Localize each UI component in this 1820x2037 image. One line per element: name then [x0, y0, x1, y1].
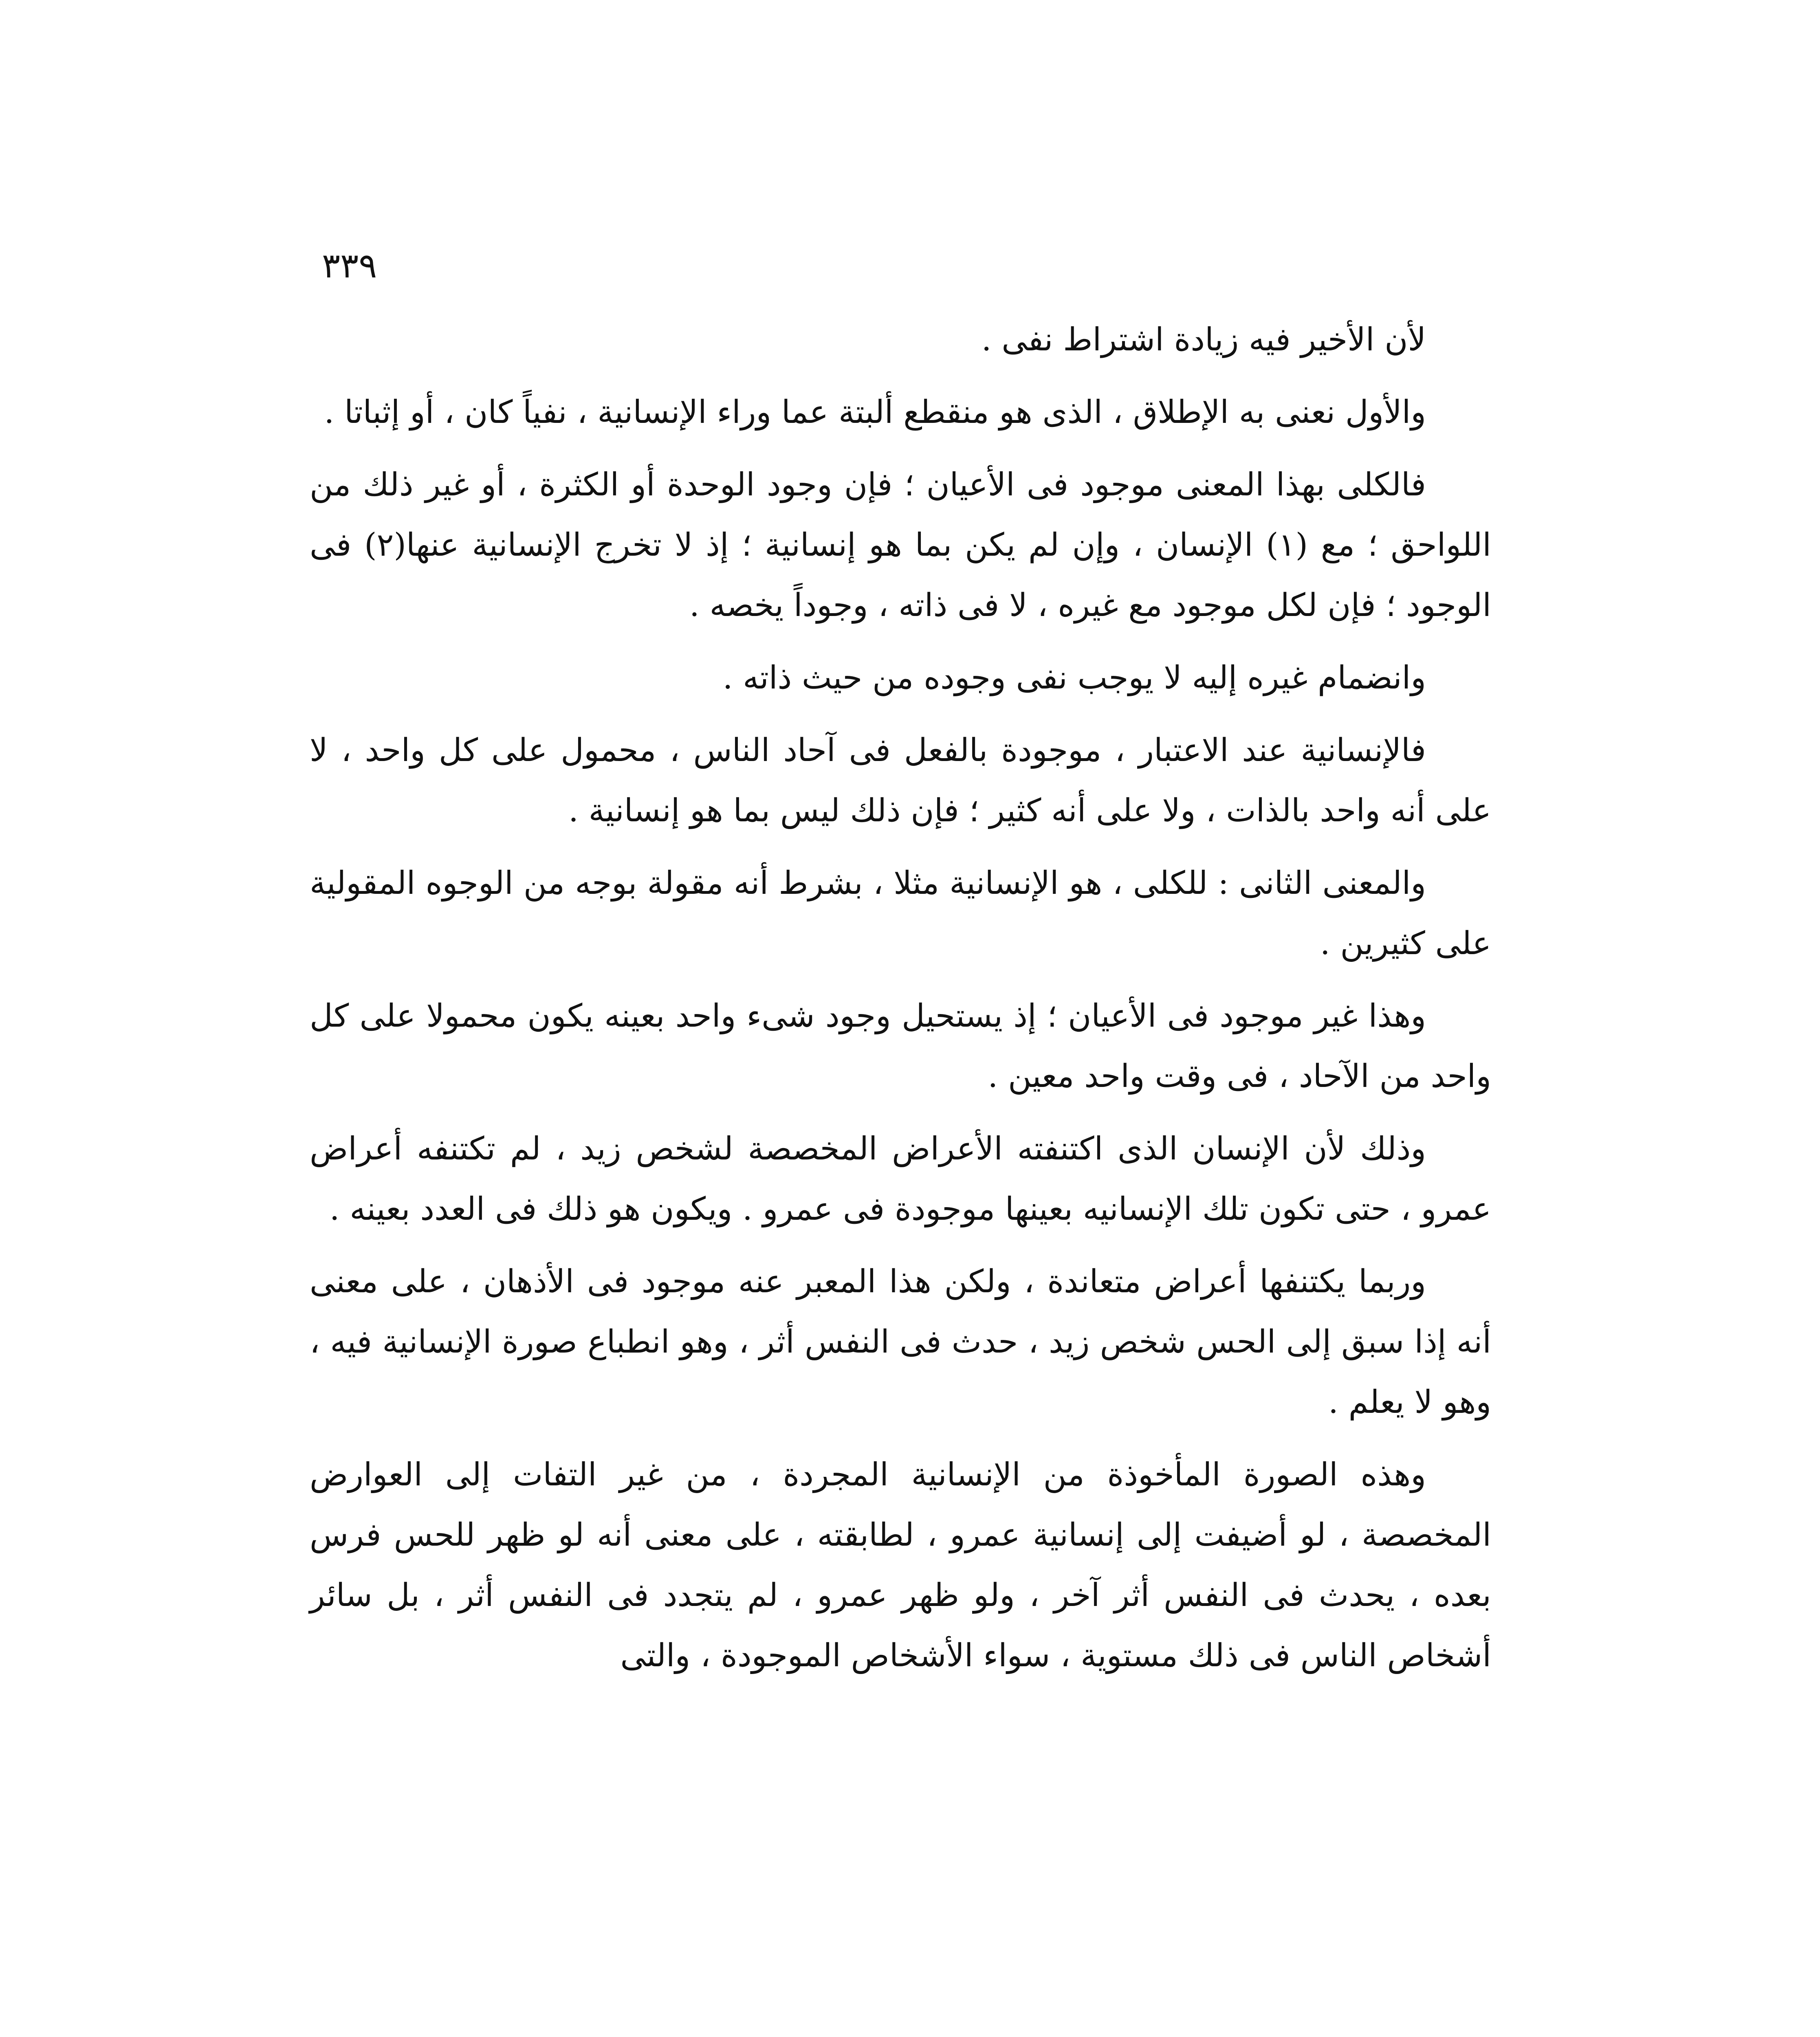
paragraph: فالكلى بهذا المعنى موجود فى الأعيان ؛ فإن وجود الوحدة أو الكثرة ، أو غير ذلك من اللواحق ؛ مع (١) الإنسان ، وإن لم يكن بما هو إنسانية ؛ إذ لا تخرج الإنسانية عنها(٢) فى الوجود ؛ فإن لكل موجود مع غيره ، لا فى ذاته ، وجوداً يخصه . [310, 466, 1491, 624]
paragraph: والمعنى الثانى : للكلى ، هو الإنسانية مثلا ، بشرط أنه مقولة بوجه من الوجوه المقولية على كثيرين . [310, 865, 1491, 962]
paragraph: وهذا غير موجود فى الأعيان ؛ إذ يستحيل وجود شىء واحد بعينه يكون محمولا على كل واحد من الآحاد ، فى وقت واحد معين . [310, 998, 1491, 1095]
main-text [310, 310, 1491, 1698]
paragraph: وهذه الصورة المأخوذة من الإنسانية المجردة ، من غير التفات إلى العوارض المخصصة ، لو أضيفت إلى إنسانية عمرو ، لطابقته ، على معنى أنه لو ظهر للحس فرس بعده ، يحدث فى النفس أثر آخر ، ولو ظهر عمرو ، لم يتجدد فى النفس أثر ، بل سائر أشخاص الناس فى ذلك مستوية ، سواء الأشخاص الموجودة ، والتى [310, 1456, 1491, 1674]
paragraph: والأول نعنى به الإطلاق ، الذى هو منقطع ألبتة عما وراء الإنسانية ، نفياً كان ، أو إثباتا . [324, 394, 1426, 431]
paragraph: وربما يكتنفها أعراض متعاندة ، ولكن هذا المعبر عنه موجود فى الأذهان ، على معنى أنه إذا سبق إلى الحس شخص زيد ، حدث فى النفس أثر ، وهو انطباع صورة الإنسانية فيه ، وهو لا يعلم . [310, 1263, 1491, 1421]
page-number: ٣٣٩ [322, 246, 377, 286]
paragraph: وذلك لأن الإنسان الذى اكتنفته الأعراض المخصصة لشخص زيد ، لم تكتنفه أعراض عمرو ، حتى تكون تلك الإنسانيه بعينها موجودة فى عمرو . ويكون هو ذلك فى العدد بعينه . [310, 1131, 1491, 1227]
paragraph: لأن الأخير فيه زيادة اشتراط نفى . [981, 321, 1426, 358]
paragraph: فالإنسانية عند الاعتبار ، موجودة بالفعل فى آحاد الناس ، محمول على كل واحد ، لا على أنه واحد بالذات ، ولا على أنه كثير ؛ فإن ذلك ليس بما هو إنسانية . [310, 732, 1491, 829]
paragraph: وانضمام غيره إليه لا يوجب نفى وجوده من حيث ذاته . [722, 660, 1426, 696]
